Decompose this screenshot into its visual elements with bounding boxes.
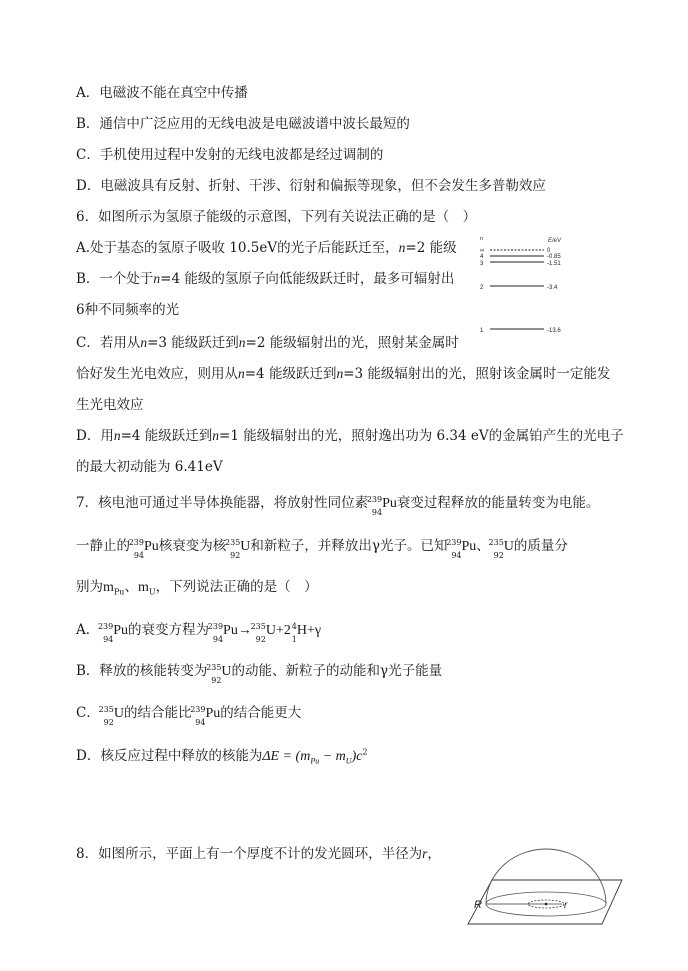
level-3-n: 3: [480, 261, 484, 267]
figure-label-r-outer: R: [474, 899, 482, 911]
q6-option-a: A.处于基态的氢原子吸收 10.5eV的光子后能跃迁至，n=2 能级: [76, 240, 457, 256]
level-2-n: 2: [480, 285, 484, 291]
q6-stem: 6．如图所示为氢原子能级的示意图，下列有关说法正确的是（ ）: [76, 209, 477, 225]
level-4-n: 4: [480, 254, 484, 260]
q5-option-b: B．通信中广泛应用的无线电波是电磁波谱中波长最短的: [76, 116, 410, 132]
q7-option-c: C． 235 92 U的结合能比 239 94 Pu的结合能更大: [76, 704, 302, 727]
q5-option-a: A．电磁波不能在真空中传播: [76, 85, 248, 101]
q7-line3: 别为$m_{Pu}$、$m_U$，下列说法正确的是（ ）: [76, 579, 318, 597]
q7-option-a: A． 239 94 Pu的衰变方程为 239 94 Pu→ 235 92 U+2 4 1 H+γ: [76, 621, 322, 644]
q7-line1: 7．核电池可通过半导体换能器，将放射性同位素 239 94 Pu衰变过程释放的能量转变为电能。: [76, 494, 600, 517]
q5-option-c: C．手机使用过程中发射的无线电波都是经过调制的: [76, 147, 384, 163]
q6-option-d: D．用n=4 能级跃迁到n=1 能级辐射出的光，照射逸出功为 6.34 eV的金属铂产生的光电子: [76, 428, 624, 444]
level-inf-n: ∞: [480, 248, 485, 254]
diagram-e-header: E/eV: [548, 238, 562, 244]
energy-level-diagram: [474, 232, 574, 342]
q5-option-d: D．电磁波具有反射、折射、干涉、衍射和偏振等现象，但不会发生多普勒效应: [76, 178, 546, 194]
q6-option-b: B．一个处于n=4 能级的氢原子向低能级跃迁时，最多可辐射出: [76, 271, 455, 287]
level-3-e: -1.51: [547, 261, 561, 267]
q6-option-b-cont: 6种不同频率的光: [76, 302, 180, 318]
q6-option-c: C．若用从n=3 能级跃迁到n=2 能级辐射出的光，照射某金属时: [76, 335, 459, 351]
level-2-e: -3.4: [547, 285, 558, 291]
level-inf-e: 0: [547, 248, 551, 254]
diagram-n-header: n: [480, 236, 484, 242]
figure-label-r-inner: r: [564, 900, 568, 911]
level-1-e: -13.6: [547, 328, 561, 334]
q7-option-d: D．核反应过程中释放的核能为$\Delta E = (m_{Pu} - m_U)c^2$: [76, 747, 368, 766]
level-4-e: -0.85: [547, 254, 561, 260]
q7-line2: 一静止的 239 94 Pu核衰变为核 235 92 U和新粒子，并释放出γ光子。已知 239 94 Pu、 235 92 U的质量分: [76, 537, 568, 560]
q6-option-c-cont2: 生光电效应: [76, 397, 144, 413]
q6-option-d-cont: 的最大初动能为 6.41eV: [76, 459, 223, 475]
q8-stem: 8．如图所示，平面上有一个厚度不计的发光圆环，半径为r，: [76, 846, 441, 862]
nuclide-pu: 239 94: [366, 494, 383, 517]
level-1-n: 1: [480, 328, 484, 334]
q7-option-b: B．释放的核能转变为 235 92 U的动能、新粒子的动能和γ光子能量: [76, 662, 443, 685]
hemisphere-figure: [462, 836, 632, 928]
q6-option-c-cont: 恰好发生光电效应，则用从n=4 能级跃迁到n=3 能级辐射出的光，照射该金属时一定能发: [76, 366, 611, 382]
